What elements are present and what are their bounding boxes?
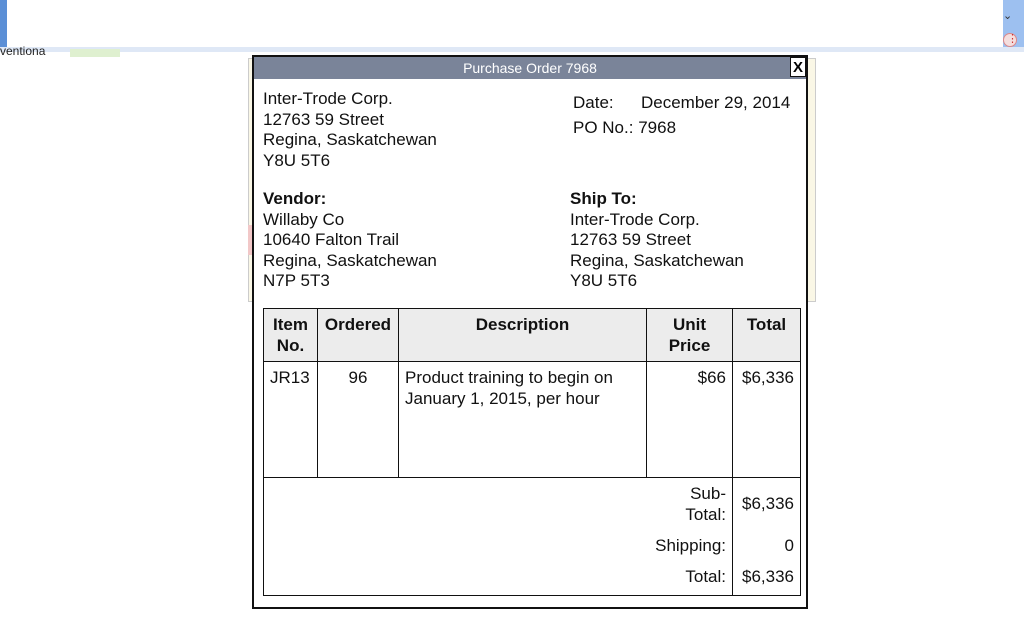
row-total: $6,336	[742, 368, 794, 387]
row-unit-price: $66	[697, 368, 726, 387]
ship-to-street: 12763 59 Street	[570, 230, 691, 249]
background-partial-text: ventiona	[0, 44, 46, 58]
header-total: Total	[746, 315, 787, 334]
date-value: December 29, 2014	[641, 93, 791, 112]
dialog-title: Purchase Order 7968	[463, 60, 597, 76]
row-item-no: JR13	[270, 368, 310, 387]
header-unit-price: Unit Price	[668, 315, 711, 355]
shipping-value: 0	[784, 536, 794, 555]
subtotal-label: Sub- Total:	[685, 484, 726, 524]
buyer-city: Regina, Saskatchewan	[263, 130, 437, 149]
chevron-down-icon[interactable]: ⌄	[1003, 10, 1013, 22]
buyer-name: Inter-Trode Corp.	[263, 89, 393, 108]
dialog-titlebar	[254, 57, 806, 79]
purchase-order-dialog	[252, 55, 808, 609]
order-table	[263, 308, 801, 596]
more-options-icon[interactable]	[1003, 33, 1017, 47]
shipping-label: Shipping:	[655, 536, 726, 555]
ship-to-postal: Y8U 5T6	[570, 271, 638, 290]
buyer-postal: Y8U 5T6	[263, 150, 331, 170]
header-description: Description	[475, 315, 570, 334]
po-value: 7968	[638, 118, 677, 137]
vendor-postal: N7P 5T3	[263, 271, 330, 290]
close-button[interactable]: X	[790, 57, 806, 77]
total-label: Total:	[685, 567, 726, 586]
po-number	[573, 118, 676, 139]
row-ordered: 96	[348, 368, 368, 387]
summary-divider	[264, 477, 800, 478]
ship-to-block	[570, 189, 744, 292]
vendor-block	[263, 189, 437, 292]
vendor-name: Willaby Co	[263, 209, 345, 229]
date-label: Date:	[573, 93, 614, 112]
header-item-no: Item No.	[273, 315, 308, 355]
buyer-street: 12763 59 Street	[263, 109, 384, 129]
vendor-heading: Vendor:	[263, 189, 327, 208]
vendor-city: Regina, Saskatchewan	[263, 250, 437, 270]
background-highlight	[70, 49, 120, 57]
header-ordered: Ordered	[324, 315, 392, 334]
browser-toolbar-divider	[0, 47, 1024, 52]
subtotal-value: $6,336	[742, 494, 794, 513]
ship-to-name: Inter-Trode Corp.	[570, 209, 700, 229]
buyer-address	[263, 89, 437, 171]
row-description: Product training to begin on January 1, 2015, per hour	[405, 368, 613, 408]
vendor-street: 10640 Falton Trail	[263, 230, 400, 249]
ship-to-heading: Ship To:	[570, 189, 637, 208]
po-label: PO No.:	[573, 118, 634, 137]
ship-to-city: Regina, Saskatchewan	[570, 250, 744, 270]
total-value: $6,336	[742, 567, 794, 586]
